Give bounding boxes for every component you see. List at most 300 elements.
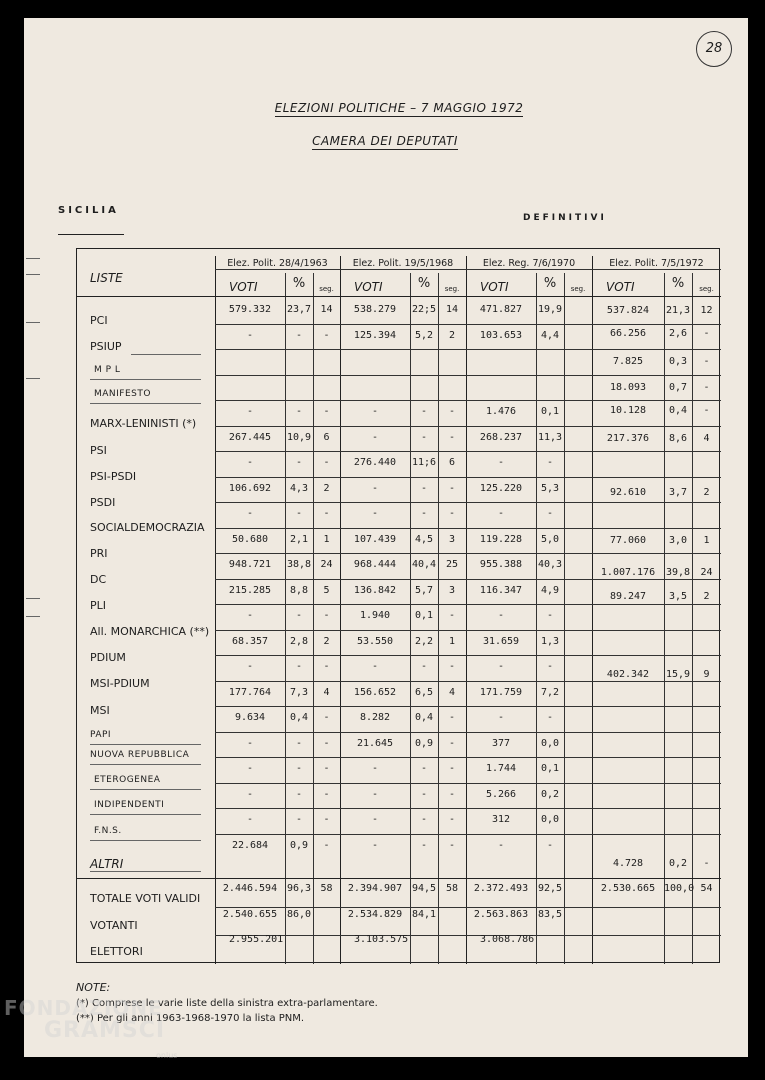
table-cell: 8,8 [289,584,309,596]
table-cell: 402.342 [606,669,650,680]
table-cell: 10.128 [609,405,647,416]
table-cell: - [703,328,710,339]
table-cell: - [371,763,379,774]
row-label: MSI-PDIUM [90,677,150,690]
table-cell: 4 [448,686,456,698]
table-cell: 23,7 [286,304,312,315]
table-cell: 50.680 [231,533,269,545]
table-cell: 5 [323,584,330,596]
table-cell: 3,5 [668,591,688,602]
table-cell: 1 [703,535,710,546]
table-cell: 0,2 [540,788,560,800]
table-cell: 25 [445,559,459,570]
label-underline [131,354,201,355]
table-cell: 24 [700,567,713,578]
table-cell: 100,0 [664,883,695,894]
row-divider [215,808,721,809]
table-cell: - [448,431,456,443]
label-underline [90,789,201,790]
table-cell: - [323,610,330,621]
row-label: SOCIALDEMOCRAZIA [90,521,205,534]
liste-header: LISTE [90,271,123,285]
table-cell: - [420,661,428,672]
table-cell: 14 [320,304,333,315]
table-cell: 0,9 [289,839,309,851]
row-divider [215,604,721,605]
table-cell: 92.610 [609,487,647,498]
label-underline [90,379,201,380]
region-label: SICILIA [58,205,119,216]
table-cell: - [497,712,505,723]
table-cell: 2,1 [289,533,309,545]
watermark-line1: FONDAZIONE [4,996,163,1020]
table-cell: 0,4 [668,405,688,416]
table-cell: - [246,610,254,621]
table-cell: 1.940 [359,610,391,621]
table-cell: - [323,839,330,851]
results-table [76,248,720,963]
row-divider [215,451,721,452]
totals-label: TOTALE VOTI VALIDI [90,892,201,905]
table-cell: 171.759 [479,686,523,698]
table-cell: - [295,661,303,672]
table-cell: 10,9 [286,431,312,443]
table-cell: 31.659 [482,635,520,647]
row-label: NUOVA REPUBBLICA [90,750,190,760]
table-cell: - [497,610,505,621]
row-divider [215,706,721,707]
table-cell: - [546,712,554,723]
table-cell: - [420,431,428,443]
row-label: MARX-LENINISTI (*) [90,417,197,430]
table-cell: 538.279 [353,304,397,315]
row-divider [215,732,721,733]
table-cell: 6 [323,431,330,443]
table-cell: 537.824 [606,305,650,316]
table-cell: 12 [700,305,713,316]
table-cell: 4 [703,433,710,444]
table-cell: 40,4 [411,559,437,570]
label-underline [90,871,201,872]
table-cell: - [295,457,303,468]
table-cell: - [246,329,254,341]
table-cell: 106.692 [228,482,272,494]
margin-mark [26,274,40,275]
table-cell: 89.247 [609,591,647,602]
table-cell: - [371,788,379,800]
totals-row-divider [215,907,721,908]
status-label: DEFINITIVI [523,213,607,223]
table-cell: 0,2 [668,858,688,869]
table-cell: 103.653 [479,329,523,341]
row-divider [215,502,721,503]
row-divider [215,400,721,401]
table-cell: 2.372.493 [473,883,529,894]
row-divider [215,426,721,427]
table-cell: - [246,763,254,774]
table-cell: 312 [491,814,511,825]
table-cell: - [371,431,379,443]
table-cell: 2 [703,487,710,498]
table-cell: 1.007.176 [600,567,656,578]
voti-header: VOTI [480,280,509,294]
table-cell: - [703,405,710,416]
table-cell: - [246,508,254,519]
row-label: PSI [90,444,107,457]
table-cell: 8,6 [668,433,688,444]
table-cell: 83,5 [537,909,563,920]
table-cell: - [420,508,428,519]
table-cell: - [323,763,330,774]
table-cell: 22.684 [231,839,269,851]
table-cell: - [371,482,379,494]
table-cell: - [546,610,554,621]
table-cell: 268.237 [479,431,523,443]
table-cell: 9.634 [234,712,266,723]
table-cell: - [448,737,456,749]
table-cell: 24 [320,559,333,570]
table-cell: - [448,788,456,800]
table-cell: - [448,661,456,672]
table-cell: 2.534.829 [347,909,403,920]
document-title-wrap [268,101,530,115]
table-cell: 2.394.907 [347,883,403,894]
table-cell: 471.827 [479,304,523,315]
table-cell: - [323,788,330,800]
label-underline [90,764,201,765]
row-label: F.N.S. [94,826,122,836]
table-cell: 94,5 [411,883,437,894]
pct-header: % [543,276,557,291]
table-cell: 125.394 [353,329,397,341]
table-cell: 377 [491,737,511,749]
table-cell: 1.476 [485,406,517,417]
table-cell: 0,4 [289,712,309,723]
table-cell: 0,7 [668,382,688,393]
table-cell: - [448,712,456,723]
table-cell: - [448,610,456,621]
seg-header: seg. [699,285,714,293]
margin-mark [26,322,40,323]
table-cell: - [323,406,330,417]
row-label: INDIPENDENTI [94,800,165,810]
row-divider [215,324,721,325]
elettori-label: ELETTORI [90,945,143,958]
row-divider [215,655,721,656]
table-cell: 156.652 [353,686,397,698]
table-cell: - [546,661,554,672]
table-cell: 107.439 [353,533,397,545]
table-cell: 7,3 [289,686,309,698]
table-cell: - [295,329,303,341]
group-header-1: Elez. Polit. 19/5/1968 [352,258,454,269]
row-divider [215,834,721,835]
row-divider [215,681,721,682]
note-1: (*) Comprese le varie liste della sinistra extra-parlamentare. [76,998,378,1009]
table-cell: - [448,406,456,417]
table-cell: 119.228 [479,533,523,545]
table-cell: 2 [703,591,710,602]
table-cell: - [546,839,554,851]
table-cell: - [497,457,505,468]
row-divider [215,349,721,350]
table-cell: - [420,482,428,494]
table-cell: - [703,356,710,367]
row-label: PLI [90,599,107,612]
table-cell: 19,9 [537,304,563,315]
table-cell: 2 [323,482,330,494]
table-cell: 21.645 [356,737,394,749]
table-cell: 2.563.863 [473,909,529,920]
table-cell: - [295,788,303,800]
table-cell: 0,1 [540,406,560,417]
table-cell: - [420,406,428,417]
seg-header: seg. [444,285,460,293]
table-cell: 267.445 [228,431,272,443]
header-bottom [77,296,721,297]
table-cell: 11,3 [537,431,563,443]
document-subtitle: CAMERA DEI DEPUTATI [312,134,458,148]
row-label: PSDI [90,496,116,509]
table-cell: 92,5 [537,883,563,894]
table-cell: - [371,839,379,851]
voti-header: VOTI [354,280,383,294]
table-cell: - [546,508,554,519]
table-cell: 1.744 [485,763,517,774]
group-header-0: Elez. Polit. 28/4/1963 [227,258,328,269]
totals-divider [77,878,721,879]
table-cell: - [371,661,379,672]
votanti-label: VOTANTI [90,919,138,932]
table-cell: 0,3 [668,356,688,367]
table-cell: 7.825 [612,356,644,367]
table-cell: 58 [320,883,333,894]
label-underline [90,403,201,404]
table-cell: 4 [323,686,330,698]
table-cell: - [295,610,303,621]
table-cell: - [246,788,254,800]
table-cell: 0,9 [414,737,434,749]
table-cell: 3 [448,584,456,596]
table-cell: 276.440 [353,457,397,468]
row-label: PCI [90,314,108,327]
seg-header: seg. [570,285,586,293]
table-cell: - [246,814,254,825]
table-cell: - [420,839,428,851]
table-cell: 4,3 [289,482,309,494]
table-cell: 0,1 [540,763,560,774]
table-cell: 40,3 [537,559,563,570]
table-cell: 0,0 [540,814,560,825]
table-cell: 5,3 [540,482,560,494]
margin-mark [26,258,40,259]
table-cell: 1 [448,635,456,647]
table-cell: 39,8 [665,567,691,578]
table-cell: 217.376 [606,433,650,444]
table-cell: 7,2 [540,686,560,698]
table-cell: 8.282 [359,712,391,723]
note-2: (**) Per gli anni 1963-1968-1970 la lista PNM. [76,1013,305,1024]
pct-header: % [292,276,306,291]
table-cell: - [323,737,330,749]
table-cell: 968.444 [353,559,397,570]
table-cell: 2,2 [414,635,434,647]
table-cell: 0,1 [414,610,434,621]
table-cell: 5,0 [540,533,560,545]
table-cell: - [246,737,254,749]
row-label: PSIUP [90,340,122,353]
row-label: PRI [90,547,108,560]
table-cell: - [246,406,254,417]
table-cell: 5,2 [414,329,434,341]
table-cell: 6,5 [414,686,434,698]
voti-header: VOTI [229,280,258,294]
document-subtitle-wrap [300,134,470,148]
table-cell: 4,5 [414,533,434,545]
table-cell: 38,8 [286,559,312,570]
table-cell: 6 [448,457,456,468]
table-cell: 2,8 [289,635,309,647]
group-header-3: Elez. Polit. 7/5/1972 [609,258,704,269]
table-cell: - [497,508,505,519]
table-cell: 58 [445,883,459,894]
row-label: ALTRI [90,857,124,871]
table-cell: 2 [323,635,330,647]
page-number: 28 [696,31,732,67]
table-cell: - [323,329,330,341]
row-label: M P L [94,365,121,375]
watermark-line3: onlus [156,1051,178,1060]
table-cell: - [323,457,330,468]
table-cell: 2.540.655 [222,909,278,920]
table-cell: 4,9 [540,584,560,596]
table-cell: 9 [703,669,710,680]
table-cell: - [246,661,254,672]
label-underline [90,744,201,745]
table-cell: - [323,508,330,519]
margin-mark [26,378,40,379]
table-cell: 4,4 [540,329,560,341]
column-divider [564,273,565,964]
row-label: PDIUM [90,651,126,664]
table-cell: 1,3 [540,635,560,647]
table-cell: 579.332 [228,304,272,315]
pct-header: % [671,276,685,291]
table-cell: - [703,858,710,869]
table-cell: 125.220 [479,482,523,494]
table-cell: 54 [700,883,713,894]
header-divider [215,269,721,270]
row-divider [215,375,721,376]
table-cell: - [295,406,303,417]
region-underline [58,234,124,235]
table-cell: - [246,457,254,468]
table-cell: 2.530.665 [600,883,656,894]
table-cell: 0,4 [414,712,434,723]
table-cell: 96,3 [286,883,312,894]
table-cell: 2.955.201 [229,934,284,945]
row-label: ETEROGENEA [94,775,161,785]
table-cell: 2,6 [668,328,688,339]
table-cell: 136.842 [353,584,397,596]
table-cell: - [420,788,428,800]
table-cell: 5,7 [414,584,434,596]
notes-title: NOTE: [76,981,111,994]
table-cell: 66.256 [609,328,647,339]
table-cell: - [703,382,710,393]
table-cell: - [323,661,330,672]
table-cell: 3 [448,533,456,545]
table-cell: 0,0 [540,737,560,749]
table-cell: 3.068.786 [480,934,535,945]
label-underline [90,840,201,841]
table-cell: 2 [448,329,456,341]
table-cell: - [323,712,330,723]
margin-mark [26,616,40,617]
table-cell: 177.764 [228,686,272,698]
table-cell: - [420,763,428,774]
table-cell: - [497,661,505,672]
watermark-line2: GRAMSCI [44,1018,166,1043]
table-cell: - [546,457,554,468]
seg-header: seg. [319,285,334,293]
row-label: PSI-PSDI [90,470,137,483]
row-divider [215,783,721,784]
table-cell: 15,9 [665,669,691,680]
margin-mark [26,598,40,599]
row-label: DC [90,573,107,586]
table-cell: 5.266 [485,788,517,800]
row-divider [215,528,721,529]
table-cell: - [295,763,303,774]
group-header-2: Elez. Reg. 7/6/1970 [482,258,576,269]
table-cell: 18.093 [609,382,647,393]
table-cell: - [420,814,428,825]
row-divider [215,553,721,554]
table-cell: 22;5 [411,304,437,315]
table-cell: 955.388 [479,559,523,570]
table-cell: - [371,814,379,825]
table-cell: - [448,814,456,825]
table-cell: 3,7 [668,487,688,498]
row-label: PAPI [90,730,112,740]
table-cell: 116.347 [479,584,523,596]
table-cell: 14 [445,304,459,315]
voti-header: VOTI [606,280,635,294]
table-cell: - [448,482,456,494]
table-cell: 21,3 [665,305,691,316]
table-cell: 3.103.575 [354,934,409,945]
table-cell: 948.721 [228,559,272,570]
label-underline [90,814,201,815]
table-cell: - [371,508,379,519]
table-cell: 4.728 [612,858,644,869]
table-cell: 53.550 [356,635,394,647]
table-cell: 3,0 [668,535,688,546]
table-cell: - [295,737,303,749]
table-cell: 2.446.594 [222,883,278,894]
row-divider [215,477,721,478]
table-cell: - [448,508,456,519]
table-cell: - [295,814,303,825]
row-divider [215,579,721,580]
row-label: All. MONARCHICA (**) [90,625,210,638]
table-cell: - [448,763,456,774]
row-label: MANIFESTO [94,389,151,399]
table-cell: - [371,406,379,417]
table-cell: 1 [323,533,330,545]
document-title: ELEZIONI POLITICHE – 7 MAGGIO 1972 [274,101,524,115]
